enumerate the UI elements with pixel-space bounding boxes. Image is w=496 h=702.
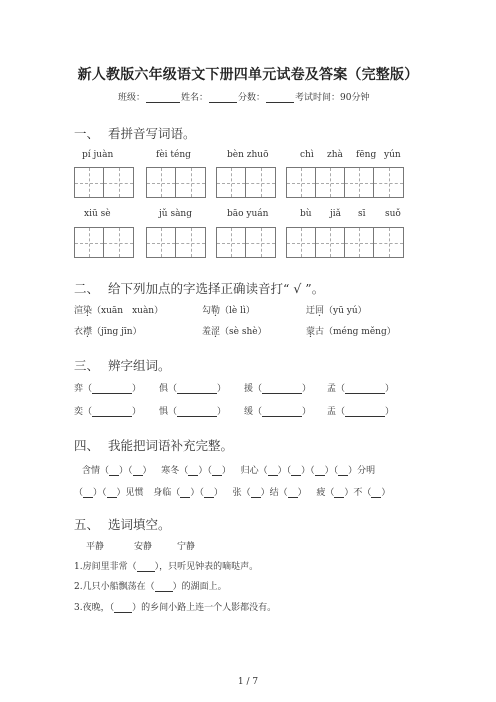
pinyin-8: xiū sè bbox=[84, 209, 111, 219]
pron-item-4[interactable]: 衣襟（jīng jīn） bbox=[74, 327, 142, 337]
name-label: 姓名： bbox=[181, 93, 209, 103]
group-word-7[interactable]: 缓（ ） bbox=[244, 407, 312, 417]
page-number: 1 / 7 bbox=[237, 677, 259, 687]
pron-item-3[interactable]: 迂回（yū yú） bbox=[306, 306, 367, 316]
section4-heading: 四、 我能把词语补充完整。 bbox=[74, 438, 234, 453]
word-option-1: 平静 bbox=[86, 542, 105, 552]
pinyin-9: jǔ sàng bbox=[159, 209, 192, 219]
pinyin-11: bù bbox=[300, 209, 312, 219]
time-label: 考试时间：90分钟 bbox=[295, 93, 370, 103]
fill-question-3[interactable]: 3.夜晚，（ ）的乡间小路上连一个人影都没有。 bbox=[74, 603, 277, 613]
pron-item-1[interactable]: 渲染（xuān xuàn） bbox=[74, 306, 164, 316]
score-label: 分数： bbox=[238, 93, 266, 103]
group-word-3[interactable]: 援（ ） bbox=[244, 384, 312, 394]
idiom-line-2[interactable]: （ ）（ ）见惯 身临（ ）（ ） 张（ ）结（ ） 疲（ ）不（ ） bbox=[74, 488, 391, 498]
idiom-line-1[interactable]: 含情（ ）（ ） 寒冬（ ）（ ） 归心（ ）（ ）（ ）（ ）分明 bbox=[82, 466, 376, 476]
write-grid-5[interactable] bbox=[74, 227, 134, 258]
pron-item-5[interactable]: 羞涩（sè shè） bbox=[202, 327, 267, 337]
pinyin-4: chì bbox=[300, 150, 314, 160]
group-word-2[interactable]: 俱（ ） bbox=[159, 384, 227, 394]
write-grid-6[interactable] bbox=[146, 227, 206, 258]
pinyin-6: fēng bbox=[356, 150, 377, 160]
fill-question-2[interactable]: 2.几只小船飘荡在（ ）的湖面上。 bbox=[74, 582, 227, 592]
pinyin-7: yún bbox=[384, 150, 401, 160]
name-blank[interactable] bbox=[209, 93, 237, 103]
write-grid-2[interactable] bbox=[146, 167, 206, 198]
pron-item-6[interactable]: 蒙古（méng měng） bbox=[306, 327, 396, 337]
class-blank[interactable] bbox=[146, 93, 180, 103]
pinyin-12: jiǎ bbox=[330, 209, 342, 219]
group-word-4[interactable]: 孟（ ） bbox=[327, 384, 395, 394]
score-blank[interactable] bbox=[266, 93, 294, 103]
section2-heading: 二、 给下列加点的字选择正确读音打“ √ ”。 bbox=[74, 281, 325, 296]
word-option-2: 安静 bbox=[134, 542, 153, 552]
pinyin-14: suǒ bbox=[385, 209, 401, 219]
pinyin-10: bāo yuán bbox=[227, 209, 269, 219]
class-label: 班级： bbox=[118, 93, 146, 103]
pinyin-3: bèn zhuō bbox=[227, 150, 269, 160]
write-grid-1[interactable] bbox=[74, 167, 134, 198]
write-grid-4[interactable] bbox=[286, 167, 404, 198]
write-grid-8[interactable] bbox=[286, 227, 404, 258]
pinyin-5: zhà bbox=[327, 150, 343, 160]
section3-heading: 三、 辨字组词。 bbox=[74, 358, 171, 373]
word-option-3: 宁静 bbox=[177, 542, 196, 552]
group-word-5[interactable]: 奕（ ） bbox=[74, 407, 142, 417]
section5-heading: 五、 选词填空。 bbox=[74, 517, 171, 532]
group-word-1[interactable]: 弈（ ） bbox=[74, 384, 142, 394]
pinyin-13: sī bbox=[358, 209, 366, 219]
group-word-6[interactable]: 惧（ ） bbox=[159, 407, 227, 417]
pinyin-1: pí juàn bbox=[82, 150, 114, 160]
pinyin-2: fèi téng bbox=[156, 150, 191, 160]
page-title: 新人教版六年级语文下册四单元试卷及答案（完整版） bbox=[77, 67, 419, 83]
pron-item-2[interactable]: 勾勒（lè lì） bbox=[202, 306, 255, 316]
section1-heading: 一、 看拼音写词语。 bbox=[74, 126, 196, 141]
exam-info bbox=[118, 90, 370, 103]
write-grid-7[interactable] bbox=[216, 227, 276, 258]
group-word-8[interactable]: 盂（ ） bbox=[327, 407, 395, 417]
fill-question-1[interactable]: 1.房间里非常（ ），只听见钟表的嘀哒声。 bbox=[74, 562, 259, 572]
write-grid-3[interactable] bbox=[216, 167, 276, 198]
